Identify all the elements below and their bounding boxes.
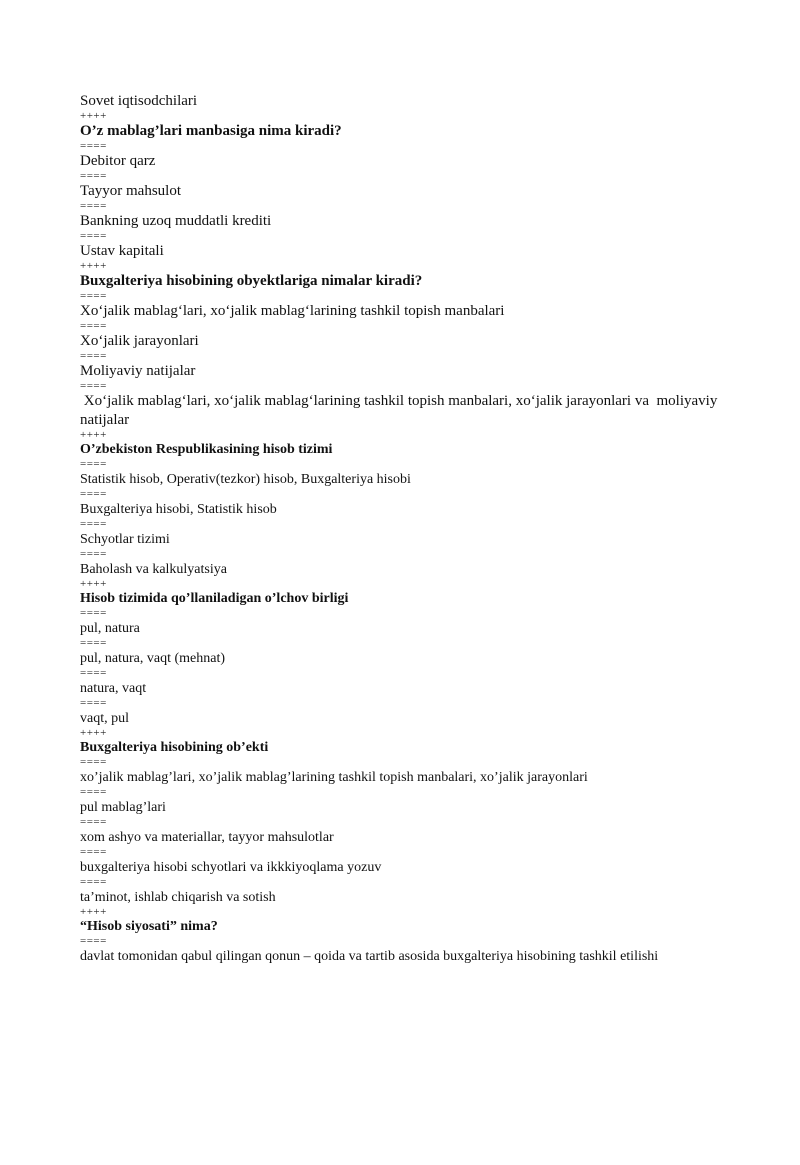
answer-option: Ustav kapitali [80, 243, 164, 259]
answer-option: davlat tomonidan qabul qilingan qonun – qoida va tartib asosida buxgalteriya hisobining tashkil etilishi [80, 949, 659, 964]
answer-option: Buxgalteriya hisobi, Statistik hisob [80, 502, 277, 517]
answer-option: Tayyor mahsulot [80, 183, 182, 199]
question-title: Buxgalteriya hisobining obyektlariga nimalar kiradi? [80, 273, 423, 289]
option-separator: ==== [80, 230, 107, 242]
answer-option: xo’jalik mablag’lari, xo’jalik mablag’larining tashkil topish manbalari, xo’jalik jarayonlari [80, 770, 588, 785]
answer-option: Debitor qarz [80, 153, 156, 169]
answer-option: pul mablag’lari [80, 800, 166, 815]
option-separator: ==== [80, 140, 107, 152]
question-separator: ++++ [80, 110, 107, 122]
answer-option: Xo‘jalik mablag‘lari, xo‘jalik mablag‘larining tashkil topish manbalari, xo‘jalik jarayonlari va moliyaviy natijalar [80, 393, 722, 428]
question-title: O’z mablag’lari manbasiga nima kiradi? [80, 123, 342, 139]
option-separator: ==== [80, 200, 107, 212]
answer-option: Baholash va kalkulyatsiya [80, 562, 227, 577]
option-separator: ==== [80, 637, 107, 649]
option-separator: ==== [80, 667, 107, 679]
question-separator: ++++ [80, 578, 107, 590]
question-title: “Hisob siyosati” nima? [80, 919, 218, 934]
answer-option: Statistik hisob, Operativ(tezkor) hisob, Buxgalteriya hisobi [80, 472, 411, 487]
option-separator: ==== [80, 786, 107, 798]
option-separator: ==== [80, 607, 107, 619]
answer-option: vaqt, pul [80, 711, 129, 726]
option-separator: ==== [80, 458, 107, 470]
answer-option: buxgalteriya hisobi schyotlari va ikkkiyoqlama yozuv [80, 860, 382, 875]
question-title: O’zbekiston Respublikasining hisob tizimi [80, 442, 333, 457]
option-separator: ==== [80, 756, 107, 768]
question-title: Buxgalteriya hisobining ob’ekti [80, 740, 269, 755]
option-separator: ==== [80, 380, 107, 392]
question-separator: ++++ [80, 727, 107, 739]
option-separator: ==== [80, 846, 107, 858]
question-separator: ++++ [80, 906, 107, 918]
option-separator: ==== [80, 518, 107, 530]
question-separator: ++++ [80, 429, 107, 441]
answer-option: Moliyaviy natijalar [80, 363, 196, 379]
option-separator: ==== [80, 876, 107, 888]
option-separator: ==== [80, 548, 107, 560]
option-separator: ==== [80, 935, 107, 947]
question-title: Hisob tizimida qo’llaniladigan o’lchov birligi [80, 591, 349, 606]
answer-option: xom ashyo va materiallar, tayyor mahsulotlar [80, 830, 334, 845]
option-separator: ==== [80, 290, 107, 302]
answer-option: pul, natura [80, 621, 140, 636]
answer-option: Xo‘jalik mablag‘lari, xo‘jalik mablag‘larining tashkil topish manbalari [80, 303, 505, 319]
answer-option: Xo‘jalik jarayonlari [80, 333, 199, 349]
option-separator: ==== [80, 816, 107, 828]
answer-option: Schyotlar tizimi [80, 532, 170, 547]
option-separator: ==== [80, 170, 107, 182]
answer-option: pul, natura, vaqt (mehnat) [80, 651, 226, 666]
option-separator: ==== [80, 320, 107, 332]
option-separator: ==== [80, 697, 107, 709]
answer-option: Bankning uzoq muddatli krediti [80, 213, 272, 229]
answer-option: natura, vaqt [80, 681, 147, 696]
option-separator: ==== [80, 488, 107, 500]
answer-option: ta’minot, ishlab chiqarish va sotish [80, 890, 276, 905]
document-page [80, 92, 770, 966]
question-separator: ++++ [80, 260, 107, 272]
answer-option: Sovet iqtisodchilari [80, 93, 198, 109]
option-separator: ==== [80, 350, 107, 362]
